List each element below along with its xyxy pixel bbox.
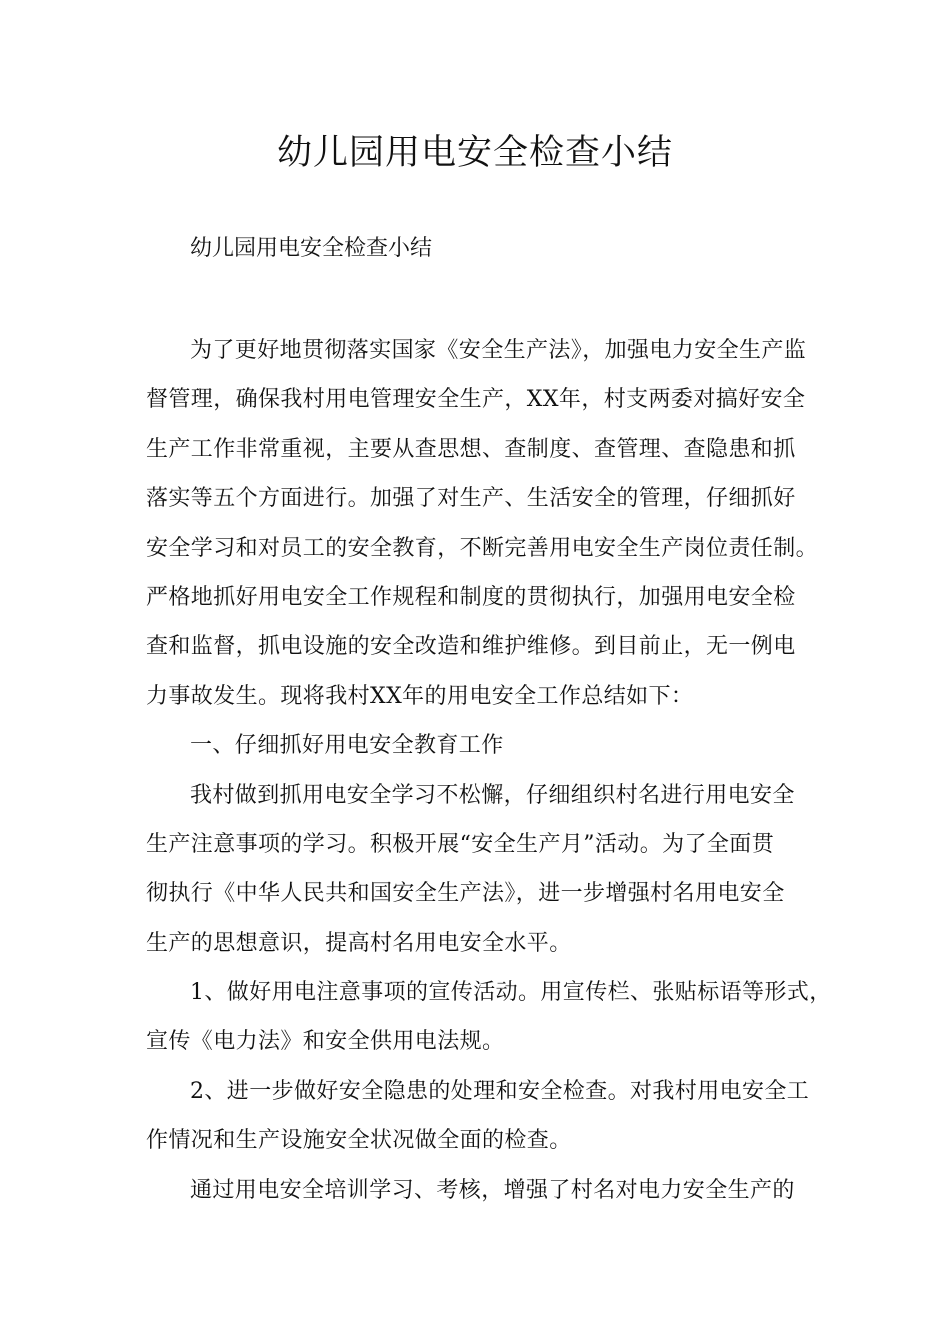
paragraph-line: 彻执行《中华人民共和国安全生产法》，进一步增强村名用电安全 (146, 881, 785, 907)
section-heading: 一、仔细抓好用电安全教育工作 (190, 733, 504, 759)
paragraph-line: 严格地抓好用电安全工作规程和制度的贯彻执行，加强用电安全检 (146, 584, 796, 610)
paragraph-line: 落实等五个方面进行。加强了对生产、生活安全的管理，仔细抓好 (146, 486, 796, 512)
paragraph-line: 宣传《电力法》和安全供用电法规。 (146, 1029, 505, 1055)
document-subtitle: 幼儿园用电安全检查小结 (190, 236, 433, 261)
paragraph-line: 生产的思想意识，提高村名用电安全水平。 (146, 930, 572, 956)
paragraph-line: 查和监督，抓电设施的安全改造和维护维修。到目前止，无一例电 (146, 634, 796, 660)
document-body (146, 326, 832, 1215)
paragraph-line: 生产工作非常重视，主要从查思想、查制度、查管理、查隐患和抓 (146, 436, 796, 462)
paragraph-line: 2、进一步做好安全隐患的处理和安全检查。对我村用电安全工 (190, 1078, 810, 1104)
paragraph-line: 我村做到抓用电安全学习不松懈，仔细组织村名进行用电安全 (190, 782, 795, 808)
paragraph-line: 1、做好用电注意事项的宣传活动。用宣传栏、张贴标语等形式， (190, 980, 832, 1006)
paragraph-line: 生产注意事项的学习。积极开展“安全生产月”活动。为了全面贯 (146, 831, 775, 857)
paragraph-line: 作情况和生产设施安全状况做全面的检查。 (146, 1128, 572, 1154)
paragraph-line: 力事故发生。现将我村XX年的用电安全工作总结如下： (146, 683, 694, 709)
document-title: 幼儿园用电安全检查小结 (276, 133, 673, 173)
paragraph-line: 督管理，确保我村用电管理安全生产，XX年，村支两委对搞好安全 (146, 387, 806, 413)
paragraph-line: 为了更好地贯彻落实国家《安全生产法》，加强电力安全生产监 (190, 338, 807, 363)
paragraph-line: 安全学习和对员工的安全教育，不断完善用电安全生产岗位责任制。 (146, 535, 819, 561)
paragraph-line: 通过用电安全培训学习、考核，增强了村名对电力安全生产的 (190, 1177, 795, 1203)
